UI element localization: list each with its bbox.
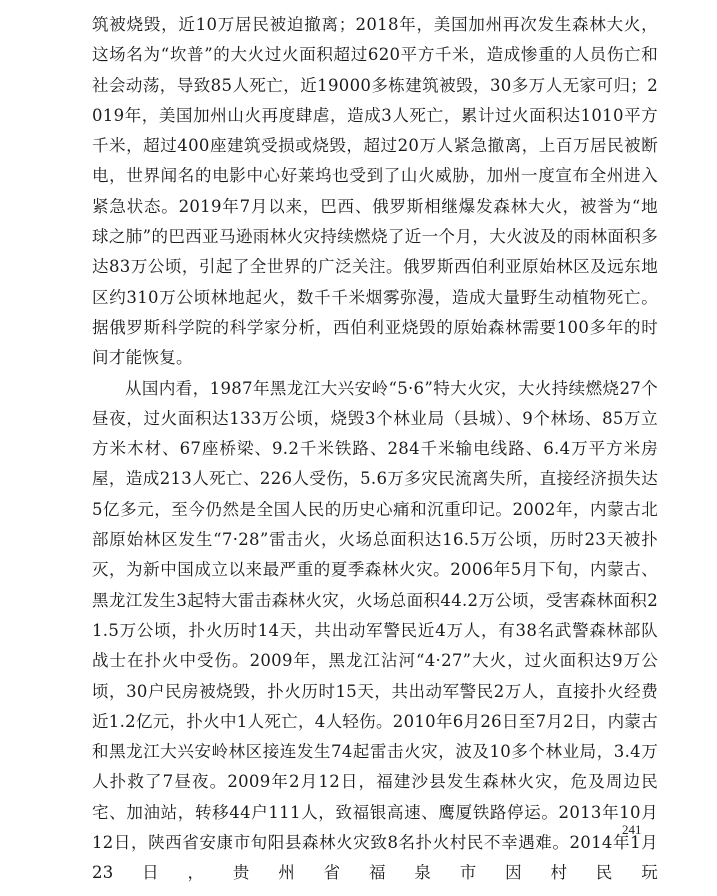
paragraph-domestic-fires: 从国内看，1987年黑龙江大兴安岭“5·6”特大火灾，大火持续燃烧27个昼夜，过火面积达133万公顷，烧毁3个林业局（县城）、9个林场、85万立方米木材、67座桥梁、9.2千米铁路、284千米输电线路、6.4万平方米房屋，造成213人死亡、226人受伤，5.6万多灾民流离失所，直接经济损失达5亿多元，至今仍然是全国人民的历史心痛和沉重印记。2002年，内蒙古北部原始林区发生“7·28”雷击火，火场总面积达16.5万公顷，历时23天被扑灭，为新中国成立以来最严重的夏季森林火灾。2006年5月下旬，内蒙古、黑龙江发生3起特大雷击森林火灾，火场总面积44.2万公顷，受害森林面积21.5万公顷，扑火历时14天，共出动军警民近4万人，有38名武警森林部队战士在扑火中受伤。2009年，黑龙江沾河“4·27”大火，过火面积达9万公顷，30户民房被烧毁，扑火历时15天，共出动军警民2万人，直接扑火经费近1.2亿元，扑火中1人死亡，4人轻伤。2010年6月26日至7月2日，内蒙古和黑龙江大兴安岭林区接连发生74起雷击火灾，波及10多个林业局，3.4万人扑救了7昼夜。2009年2月12日，福建沙县发生森林火灾，危及周边民宅、加油站，转移44户111人，致福银高速、鹰厦铁路停运。2013年10月12日，陕西省安康市旬阳县森林火灾致8名扑火村民不幸遇难。2014年1月23日，贵州省福泉市因村民玩: [92, 378, 658, 883]
page-number: 241: [622, 822, 642, 837]
body-text: [92, 10, 658, 889]
paragraph-foreign-fires: 筑被烧毁，近10万居民被迫撤离；2018年，美国加州再次发生森林大火，这场名为“坎普”的大火过火面积超过620平方千米，造成惨重的人员伤亡和社会动荡，导致85人死亡，近19000多栋建筑被毁，30多万人无家可归；2019年，美国加州山火再度肆虐，造成3人死亡，累计过火面积达1010平方千米，超过400座建筑受损或烧毁，超过20万人紧急撤离，上百万居民被断电，世界闻名的电影中心好莱坞也受到了山火威胁，加州一度宣布全州进入紧急状态。2019年7月以来，巴西、俄罗斯相继爆发森林大火，被誉为“地球之肺”的巴西亚马逊雨林火灾持续燃烧了近一个月，大火波及的雨林面积多达83万公顷，引起了全世界的广泛关注。俄罗斯西伯利亚原始林区及远东地区约310万公顷林地起火，数千千米烟雾弥漫，造成大量野生动植物死亡。据俄罗斯科学院的科学家分析，西伯利亚烧毁的原始森林需要100多年的时间才能恢复。: [92, 15, 658, 368]
